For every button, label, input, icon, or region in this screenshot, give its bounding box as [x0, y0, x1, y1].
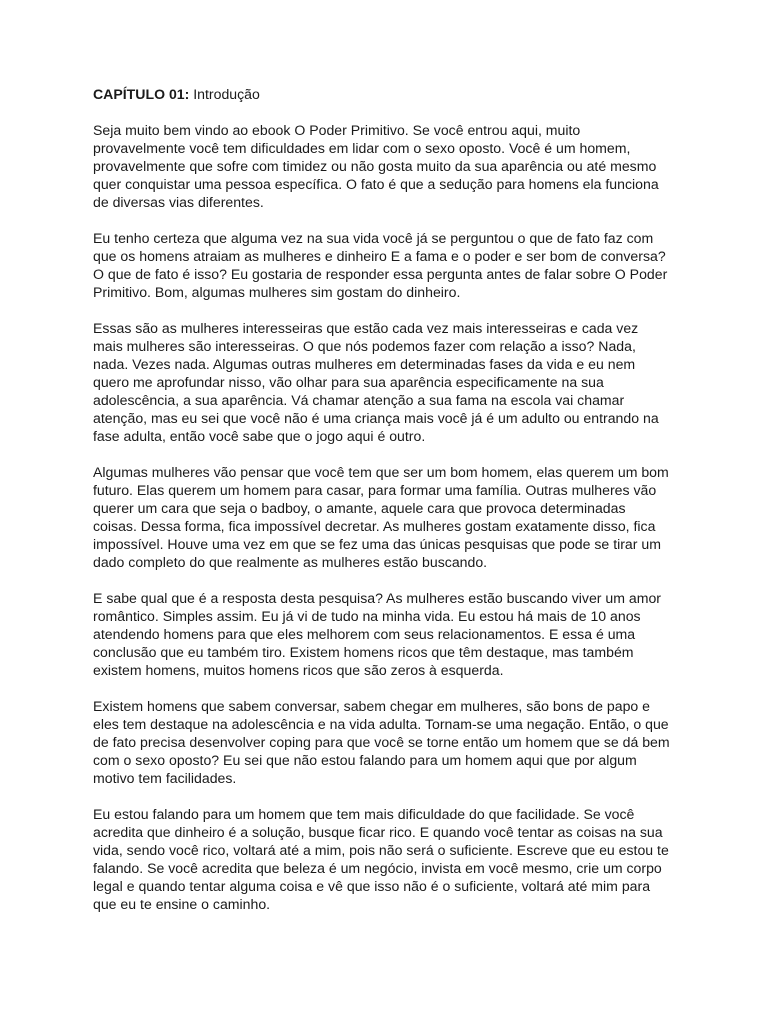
paragraph — [93, 121, 683, 211]
paragraph-line: eles tem destaque na adolescência e na vida adulta. Tornam-se uma negação. Então, o que — [93, 716, 669, 732]
paragraph-line: legal e quando tentar alguma coisa e vê que isso não é o suficiente, voltará até mim para — [93, 878, 651, 894]
paragraph-line: motivo tem facilidades. — [93, 770, 237, 786]
paragraph-line: acredita que dinheiro é a solução, busque ficar rico. E quando você tentar as coisas na sua — [93, 824, 663, 840]
paragraph-line: Algumas mulheres vão pensar que você tem que ser um bom homem, elas querem um bom — [93, 464, 669, 480]
paragraph-line: coisas. Dessa forma, fica impossível decretar. As mulheres gostam exatamente disso, fica — [93, 518, 656, 534]
chapter-heading — [93, 85, 683, 103]
paragraph-line: Seja muito bem vindo ao ebook O Poder Primitivo. Se você entrou aqui, muito — [93, 122, 581, 138]
paragraph-line: com o sexo oposto? Eu sei que não estou falando para um homem aqui que por algum — [93, 752, 637, 768]
paragraph-line: impossível. Houve uma vez em que se fez uma das únicas pesquisas que pode se tirar um — [93, 536, 661, 552]
paragraph-line: futuro. Elas querem um homem para casar, para formar uma família. Outras mulheres vão — [93, 482, 657, 498]
paragraph-line: vida, sendo você rico, voltará até a mim, pois não será o suficiente. Escreve que eu estou te — [93, 842, 669, 858]
paragraph — [93, 463, 683, 571]
paragraph-line: conclusão que eu também tiro. Existem homens ricos que têm destaque, mas também — [93, 644, 634, 660]
paragraph-line: romântico. Simples assim. Eu já vi de tudo na minha vida. Eu estou há mais de 10 anos — [93, 608, 641, 624]
paragraph-line: nada. Vezes nada. Algumas outras mulheres em determinadas fases da vida e eu nem — [93, 356, 636, 372]
paragraph — [93, 805, 683, 913]
chapter-title: Introdução — [193, 86, 260, 102]
paragraph-line: Essas são as mulheres interesseiras que estão cada vez mais interesseiras e cada vez — [93, 320, 639, 336]
paragraph — [93, 697, 683, 787]
paragraph-line: fase adulta, então você sabe que o jogo aqui é outro. — [93, 428, 426, 444]
paragraph-line: provavelmente que sofre com timidez ou não gosta muito da sua aparência ou até mesmo — [93, 158, 657, 174]
paragraph-line: mais mulheres são interesseiras. O que nós podemos fazer com relação a isso? Nada, — [93, 338, 636, 354]
paragraph-line: Primitivo. Bom, algumas mulheres sim gostam do dinheiro. — [93, 284, 461, 300]
paragraph — [93, 589, 683, 679]
paragraph-line: de fato precisa desenvolver coping para que você se torne então um homem que se dá bem — [93, 734, 670, 750]
chapter-label: CAPÍTULO 01: — [93, 86, 190, 102]
paragraph-line: E sabe qual que é a resposta desta pesquisa? As mulheres estão buscando viver um amor — [93, 590, 662, 606]
paragraph-line: adolescência, a sua aparência. Vá chamar atenção a sua fama na escola vai chamar — [93, 392, 625, 408]
paragraph-line: Existem homens que sabem conversar, sabem chegar em mulheres, são bons de papo e — [93, 698, 651, 714]
paragraph-line: O que de fato é isso? Eu gostaria de responder essa pergunta antes de falar sobre O Poder — [93, 266, 668, 282]
paragraph-line: atendendo homens para que eles melhorem com seus relacionamentos. E essa é uma — [93, 626, 636, 642]
paragraph-line: Eu tenho certeza que alguma vez na sua vida você já se perguntou o que de fato faz com — [93, 230, 654, 246]
paragraph-line: que os homens atraiam as mulheres e dinheiro E a fama e o poder e ser bom de conversa? — [93, 248, 666, 264]
paragraph-list — [93, 121, 683, 913]
paragraph-line: quer conquistar uma pessoa específica. O fato é que a sedução para homens ela funciona — [93, 176, 659, 192]
paragraph — [93, 229, 683, 301]
paragraph — [93, 319, 683, 445]
paragraph-line: que eu te ensine o caminho. — [93, 896, 271, 912]
paragraph-line: existem homens, muitos homens ricos que são zeros à esquerda. — [93, 662, 504, 678]
paragraph-line: quero me aprofundar nisso, vão olhar para sua aparência especificamente na sua — [93, 374, 604, 390]
paragraph-line: falando. Se você acredita que beleza é um negócio, invista em você mesmo, crie um corpo — [93, 860, 662, 876]
document-body — [93, 85, 683, 931]
paragraph-line: atenção, mas eu sei que você não é uma criança mais você já é um adulto ou entrando na — [93, 410, 659, 426]
paragraph-line: provavelmente você tem dificuldades em lidar com o sexo oposto. Você é um homem, — [93, 140, 631, 156]
paragraph-line: dado completo do que realmente as mulheres estão buscando. — [93, 554, 488, 570]
paragraph-line: Eu estou falando para um homem que tem mais dificuldade do que facilidade. Se você — [93, 806, 635, 822]
paragraph-line: querer um cara que seja o badboy, o amante, aquele cara que provoca determinadas — [93, 500, 626, 516]
paragraph-line: de diversas vias diferentes. — [93, 194, 264, 210]
